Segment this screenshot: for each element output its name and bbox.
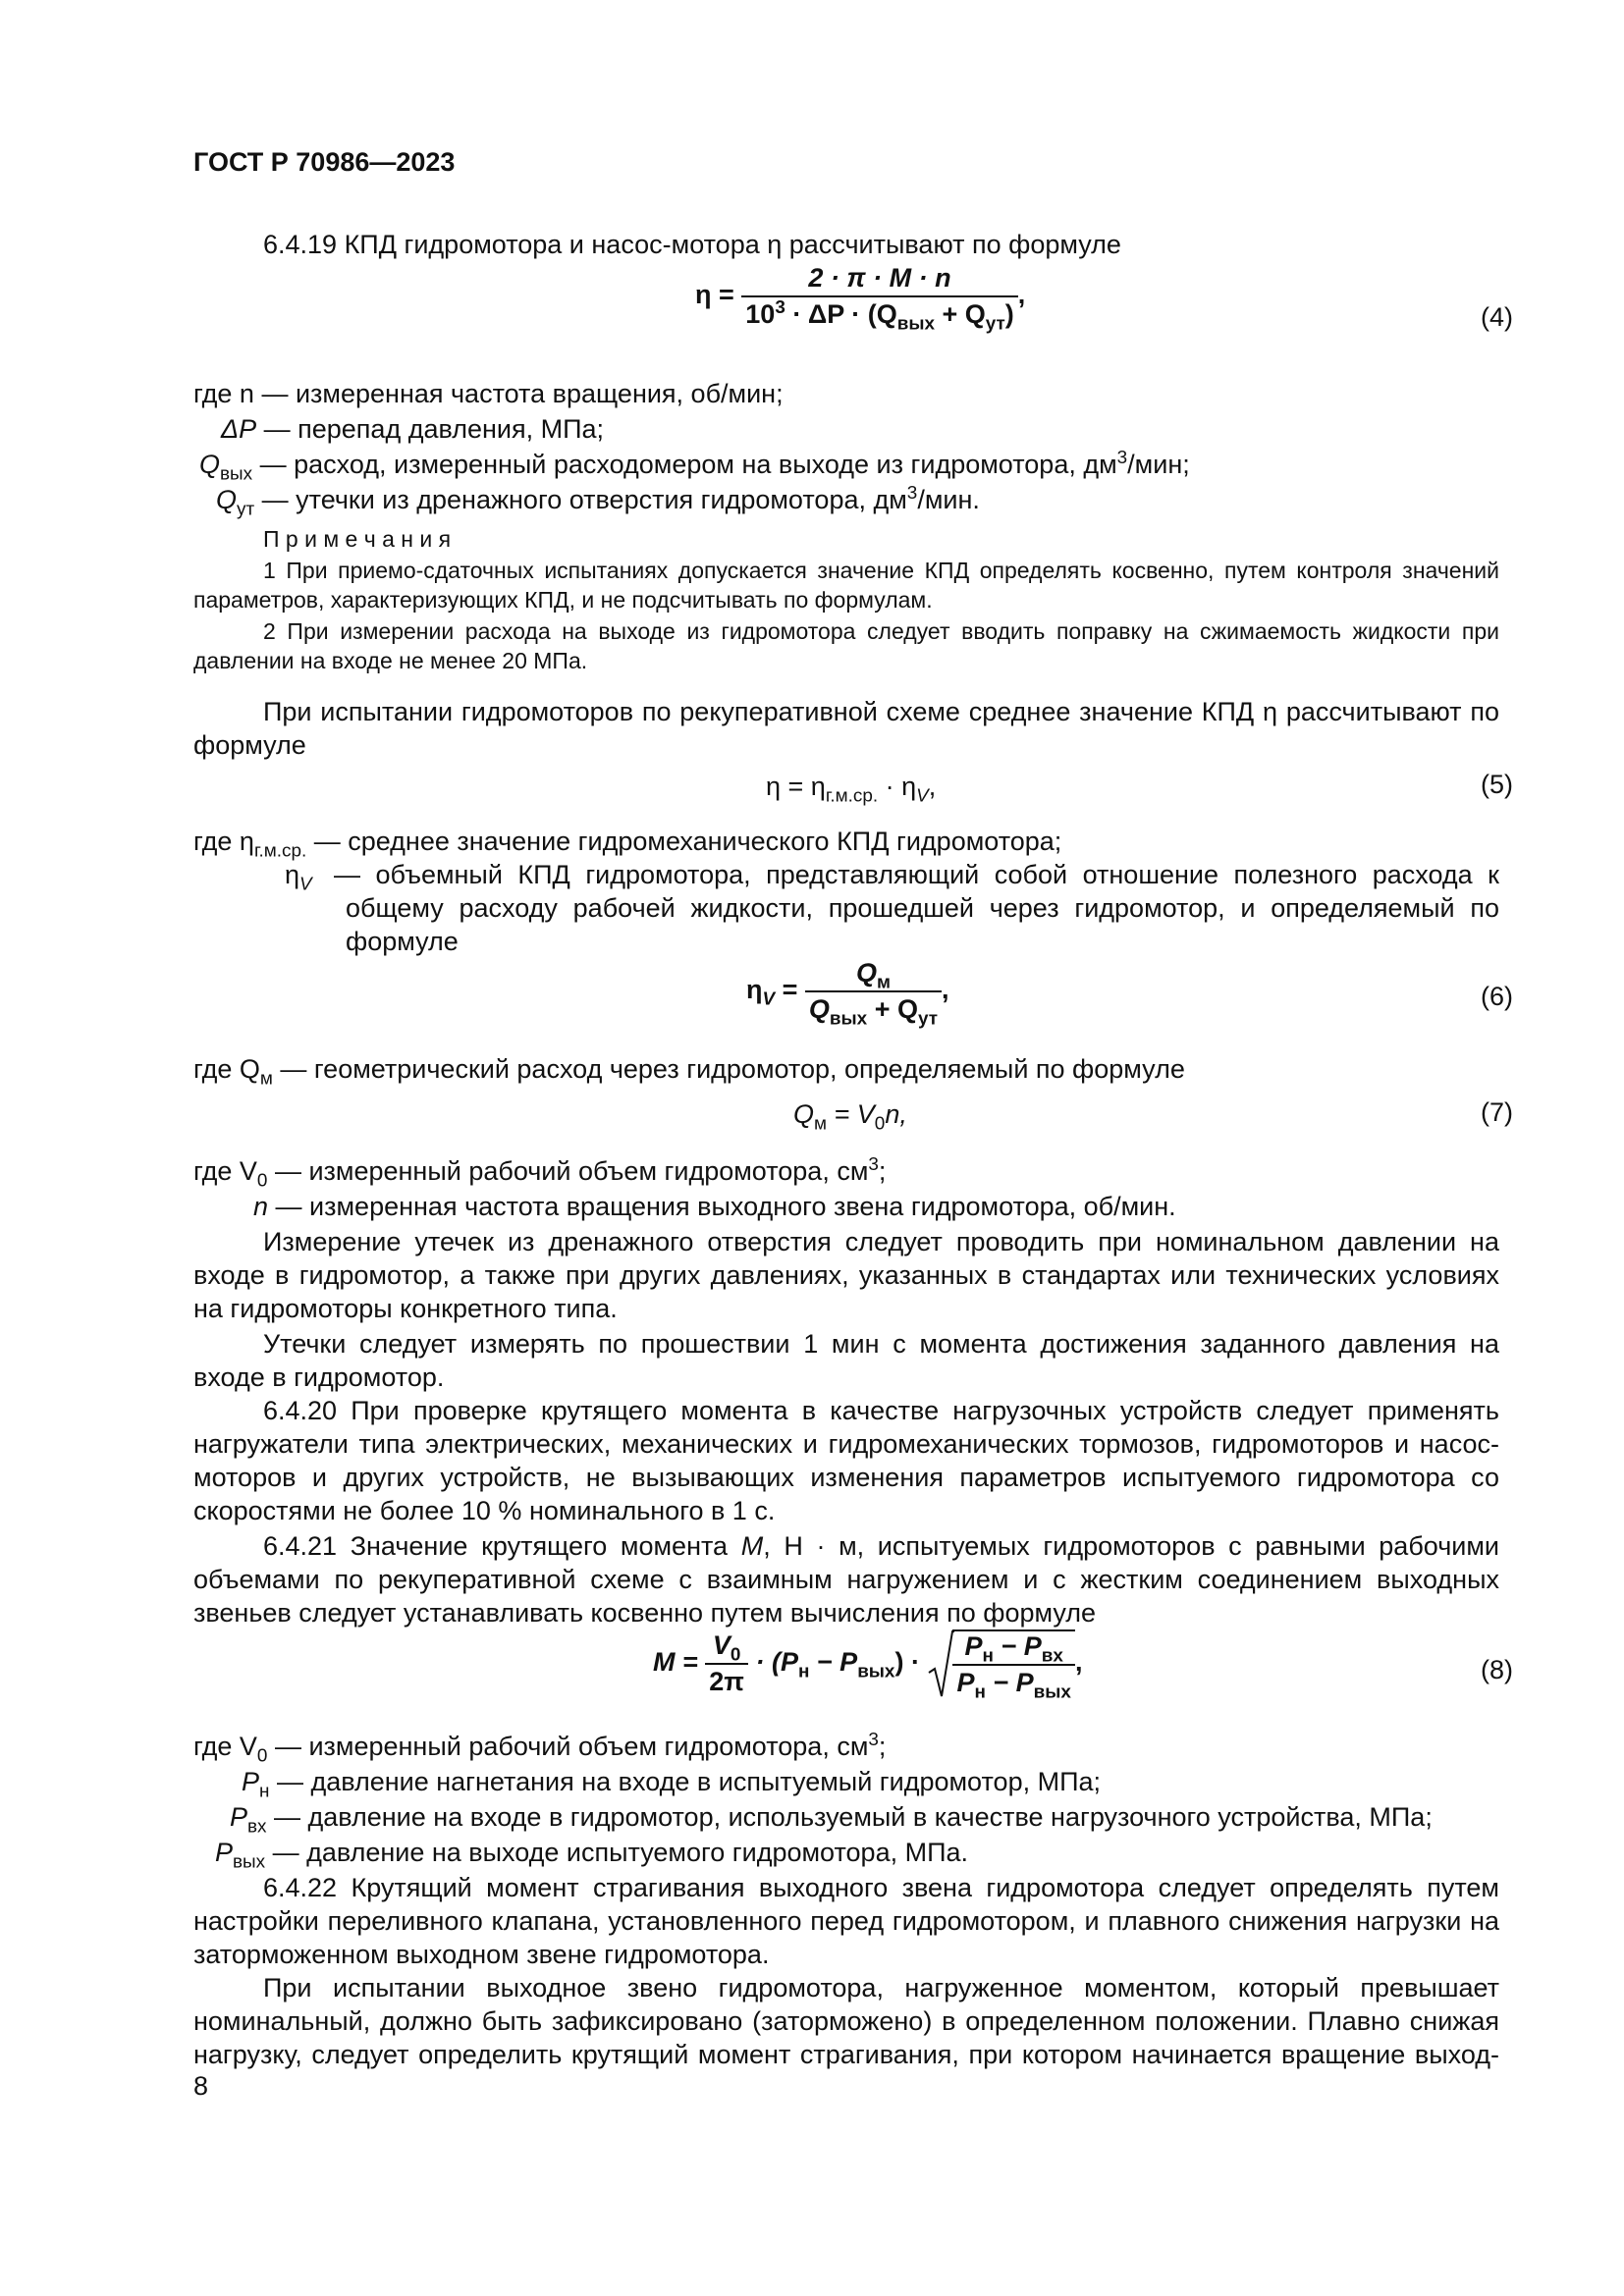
clause-6-4-19-intro: 6.4.19 КПД гидромотора и насос-мотора η рассчитывают по формуле xyxy=(263,230,1121,259)
note-2: 2 При измерении расхода на выходе из гидромотора следует вводить поправку на сжимаемость жидкости при давлении на входе не менее 20 МПа. xyxy=(193,618,1499,673)
formula-6-number: (6) xyxy=(1481,982,1513,1011)
where-p-n: $P_н$ — давление нагнетания на входе в испытуемый гидромотор, МПа; xyxy=(242,1767,1101,1802)
where-eta-gm: где $\eta_{г.м.ср.}$ — среднее значение гидромеханического КПД гидромотора; xyxy=(193,827,1062,862)
square-root-sign: $\frac{P_н - P_{вх}}{P_н - P_{вых}}$ xyxy=(927,1629,1074,1698)
formula-4-numerator: 2 · π · M · n xyxy=(741,263,1018,297)
formula-5: $\eta = \eta_{г.м.ср.} \cdot \eta_V$, xyxy=(766,772,937,807)
formula-4: η = $\frac{2 \cdot \pi \cdot M \cdot n}{10^3 \cdot \Delta P \cdot (Q_{вых} + Q_{ут})}$ , xyxy=(695,263,1026,335)
formula-7-number: (7) xyxy=(1481,1097,1513,1127)
clause-6-4-20: 6.4.20 При проверке крутящего момента в качестве нагрузочных устройств следует применять нагружатели типа электрических, механических и гидромеханических тормозов, гидромоторов и насос-моторов и других устройств, не вызывающих изменения параметров испытуемого гидромотора со скоростями не более 10 % номинального в 1 с. xyxy=(193,1396,1499,1525)
where-n-out: n — измеренная частота вращения выходного звена гидромотора, об/мин. xyxy=(253,1192,1176,1221)
where-q-m: где $Q_м$ — геометрический расход через гидромотор, определяемый по формуле xyxy=(193,1054,1185,1090)
where-n: где n — измеренная частота вращения, об/мин; xyxy=(193,379,784,408)
formula-4-denominator: $10^3 \cdot \Delta P \cdot (Q_{вых} + Q_{ут})$ xyxy=(745,297,1014,335)
page-number: 8 xyxy=(193,2071,209,2101)
formula-4-number: (4) xyxy=(1481,302,1513,332)
where-eta-v-sym: $\eta_V$ xyxy=(285,860,312,895)
notes-title: П р и м е ч а н и я xyxy=(263,526,452,552)
paragraph-leak-measurement: Измерение утечек из дренажного отверстия следует проводить при номинальном давлении на входе в гидромотор, а также при других давлениях, указанных в стандартах или технических условиях на гидромоторы конкретного типа. xyxy=(193,1227,1499,1323)
formula-6: $\eta_V$ = $\frac{Q_м}{Q_{вых} + Q_{ут}}$ , xyxy=(746,958,949,1030)
formula-8-number: (8) xyxy=(1481,1655,1513,1684)
clause-6-4-22: 6.4.22 Крутящий момент страгивания выходного звена гидромотора следует определять путем настройки переливного клапана, установленного перед гидромотором, и плавного снижения нагрузки на заторможенном выходном звене гидромотора. xyxy=(193,1873,1499,1969)
paragraph-final: При испытании выходное звено гидромотора, нагруженное моментом, который превышает номинальный, должно быть зафиксировано (заторможено) в определенном положении. Плавно снижая нагрузку, следует определить крутящий момент страгивания, при котором начинается вращение выход- xyxy=(193,1973,1499,2069)
where-dp: ΔP — перепад давления, МПа; xyxy=(221,414,604,444)
where-eta-v-text: — объемный КПД гидромотора, представляющий собой отношение полезного расхода к общему расходу рабочей жидкости, прошедшей через гидромотор, и определяемый по формуле xyxy=(334,860,1499,956)
paragraph-leak-timing: Утечки следует измерять по прошествии 1 мин с момента достижения заданного давления на входе в гидромотор. xyxy=(193,1329,1499,1392)
where-v0: где $V_0$ — измеренный рабочий объем гидромотора, $см^3$; xyxy=(193,1154,887,1192)
where-q-leak: $Q_{ут}$ — утечки из дренажного отверстия гидромотора, $дм^3$/мин. xyxy=(216,483,980,520)
where-p-out: $P_{вых}$ — давление на выходе испытуемого гидромотора, МПа. xyxy=(215,1838,968,1873)
where-p-in: $P_{вх}$ — давление на входе в гидромотор, используемый в качестве нагрузочного устройства, МПа; xyxy=(230,1802,1433,1838)
paragraph-recuperative: При испытании гидромоторов по рекуперативной схеме среднее значение КПД η рассчитывают по формуле xyxy=(193,697,1499,760)
formula-8: M = $\frac{V_0}{2\pi}$ · $(P_н - P_{вых})$ · $\frac{P_н - P_{вх}}{P_н - P_{вых}}$ , xyxy=(653,1630,1083,1703)
document-header: ГОСТ Р 70986—2023 xyxy=(193,147,456,177)
where-v0-8: где $V_0$ — измеренный рабочий объем гидромотора, $см^3$; xyxy=(193,1730,887,1767)
formula-5-number: (5) xyxy=(1481,770,1513,799)
formula-7: $Q_м = V_0n$, xyxy=(793,1099,907,1135)
note-1: 1 При приемо-сдаточных испытаниях допускается значение КПД определять косвенно, путем контроля значений параметров, характеризующих КПД, и не подсчитывать по формулам. xyxy=(193,558,1499,613)
clause-6-4-21: 6.4.21 Значение крутящего момента M, Н · м, испытуемых гидромоторов с равными рабочими объемами по рекуперативной схеме с взаимным нагружением и с жестким соединением выходных звеньев следует устанавливать косвенно путем вычисления по формуле xyxy=(193,1531,1499,1628)
where-q-out: $Q_{вых}$ — расход, измеренный расходомером на выходе из гидромотора, $дм^3$/мин; xyxy=(199,448,1190,485)
